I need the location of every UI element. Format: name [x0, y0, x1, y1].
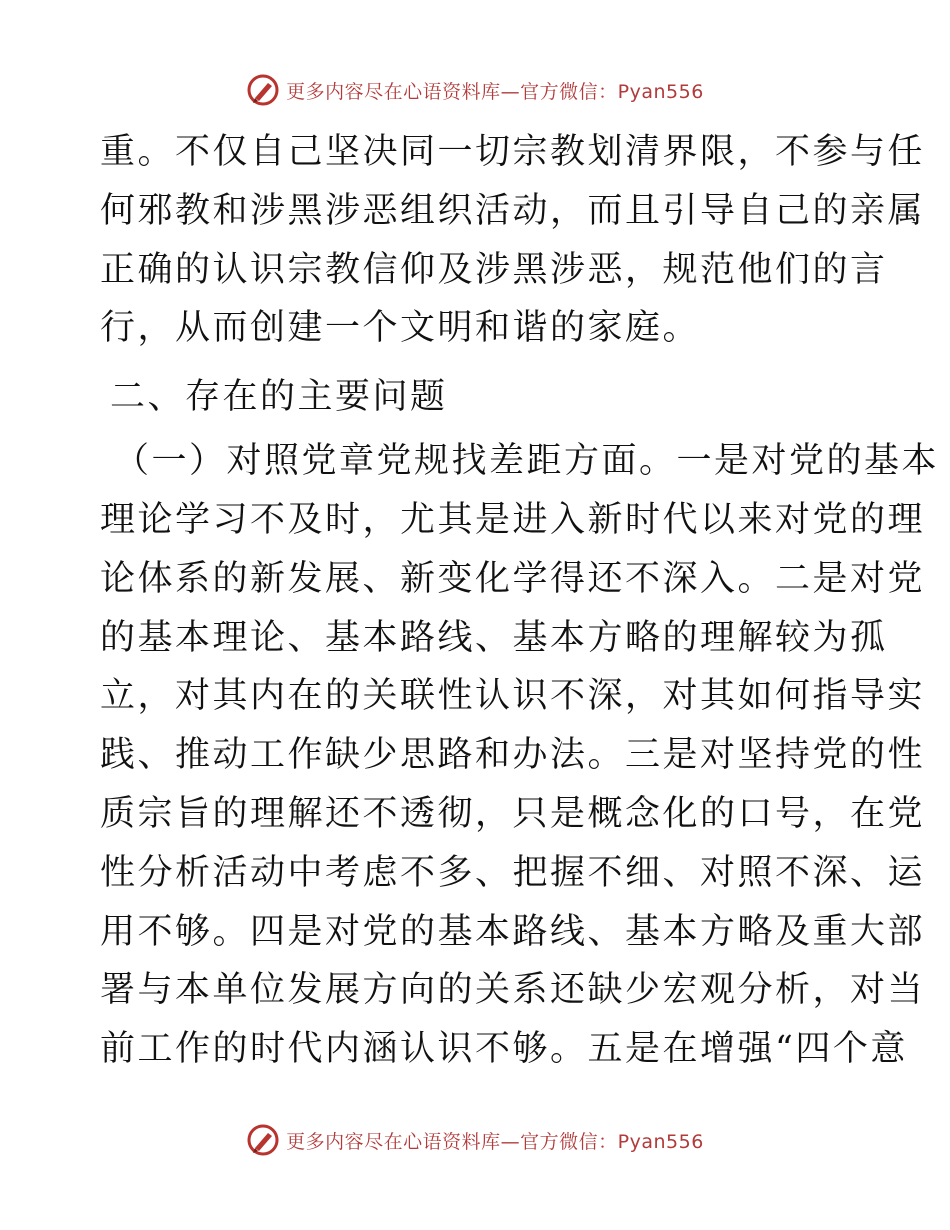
body-line: （一）对照党章党规找差距方面。一是对党的基本 [114, 441, 940, 482]
body-line: 性分析活动中考虑不多、把握不细、对照不深、运 [100, 852, 926, 893]
body-line: 用不够。四是对党的基本路线、基本方略及重大部 [100, 911, 926, 952]
footer-banner-text: 更多内容尽在心语资料库—官方微信：Pyan556 [286, 1130, 704, 1153]
header-banner-text: 更多内容尽在心语资料库—官方微信：Pyan556 [286, 80, 704, 103]
body-line: 何邪教和涉黑涉恶组织活动，而且引导自己的亲属 [100, 190, 926, 231]
body-line: 质宗旨的理解还不透彻，只是概念化的口号，在党 [100, 793, 926, 834]
body-line: 前工作的时代内涵认识不够。五是在增强“四个意 [100, 1029, 908, 1070]
pen-logo-icon [246, 1123, 280, 1157]
body-line: 行，从而创建一个文明和谐的家庭。 [100, 308, 701, 349]
body-line: 立，对其内在的关联性认识不深，对其如何指导实 [100, 676, 926, 717]
body-line: 署与本单位发展方向的关系还缺少宏观分析，对当 [100, 970, 926, 1011]
body-line: 的基本理论、基本路线、基本方略的理解较为孤 [100, 617, 888, 658]
section-heading: 二、存在的主要问题 [110, 377, 448, 418]
body-line: 论体系的新发展、新变化学得还不深入。二是对党 [100, 558, 926, 599]
header-banner [0, 70, 950, 110]
body-line: 践、推动工作缺少思路和办法。三是对坚持党的性 [100, 735, 926, 776]
document-body [100, 123, 940, 1079]
footer-banner [0, 1120, 950, 1160]
body-line: 正确的认识宗教信仰及涉黑涉恶，规范他们的言 [100, 249, 888, 290]
body-line: 理论学习不及时，尤其是进入新时代以来对党的理 [100, 499, 926, 540]
body-line: 重。不仅自己坚决同一切宗教划清界限，不参与任 [100, 132, 926, 172]
pen-logo-icon [246, 73, 280, 107]
